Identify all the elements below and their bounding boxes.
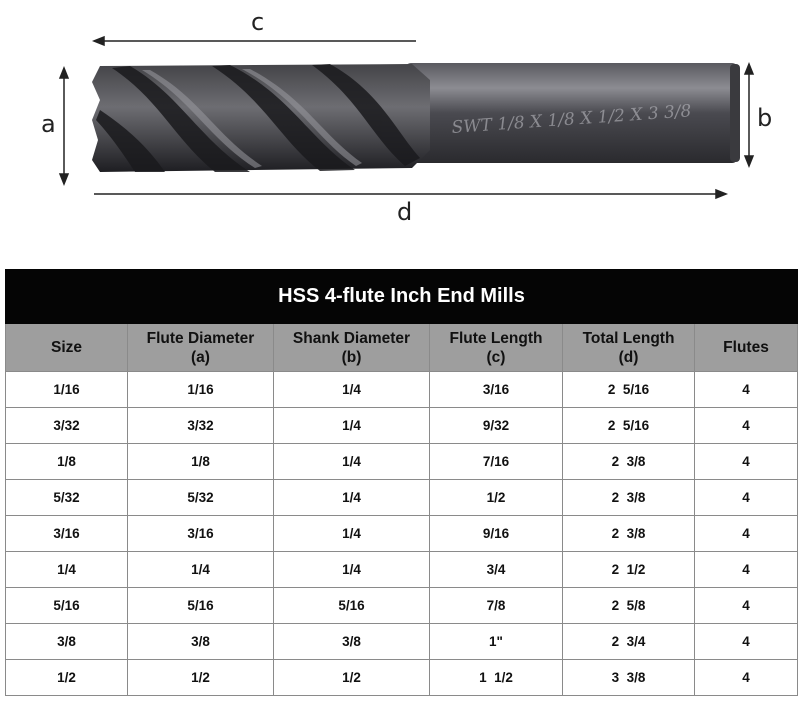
shank-engraving: SWT 1/8 X 1/8 X 1/2 X 3 3/8 <box>450 101 693 138</box>
table-row <box>6 480 798 516</box>
dimension-a-arrowhead-bottom <box>60 174 68 184</box>
table-cell: 5/32 <box>128 480 274 516</box>
table-cell: 3/16 <box>128 516 274 552</box>
table-cell: 2 3/8 <box>563 516 695 552</box>
table-cell: 1/4 <box>274 516 430 552</box>
table-cell: 1/4 <box>6 552 128 588</box>
table-row <box>6 516 798 552</box>
table-cell: 7/8 <box>430 588 563 624</box>
table-row <box>6 444 798 480</box>
table-cell: 1/2 <box>430 480 563 516</box>
dimension-a-label: a <box>41 110 56 138</box>
table-cell: 4 <box>695 516 798 552</box>
table-header-row <box>6 324 798 372</box>
table-cell: 7/16 <box>430 444 563 480</box>
dimension-b-label: b <box>757 104 773 132</box>
table-cell: 4 <box>695 588 798 624</box>
table-cell: 2 5/16 <box>563 408 695 444</box>
table-cell: 2 3/8 <box>563 480 695 516</box>
table-cell: 3/32 <box>6 408 128 444</box>
table-row <box>6 660 798 696</box>
table-cell: 1/4 <box>274 444 430 480</box>
header-shank-diameter <box>274 324 430 372</box>
header-label: Total Length <box>582 329 675 347</box>
dimension-c-label: c <box>251 8 265 36</box>
header-label: Shank Diameter <box>292 329 411 347</box>
header-sublabel: (b) <box>341 348 362 366</box>
table-cell: 1/4 <box>128 552 274 588</box>
header-total-length <box>563 324 695 372</box>
dimension-a-arrowhead-top <box>60 68 68 78</box>
table-cell: 1/4 <box>274 408 430 444</box>
header-sublabel: (d) <box>618 348 639 366</box>
header-label: Flutes <box>723 339 769 356</box>
table-cell: 2 3/4 <box>563 624 695 660</box>
header-flute-length <box>430 324 563 372</box>
header-sublabel: (a) <box>191 348 210 366</box>
dimension-c-arrowhead <box>94 37 104 45</box>
table-row <box>6 552 798 588</box>
table-cell: 4 <box>695 480 798 516</box>
shank-end <box>730 64 740 162</box>
table-row <box>6 588 798 624</box>
table-row <box>6 624 798 660</box>
table-cell: 1/16 <box>128 372 274 408</box>
table-cell: 1/4 <box>274 552 430 588</box>
end-mill-diagram <box>0 0 800 240</box>
table-cell: 2 5/8 <box>563 588 695 624</box>
table-cell: 1/2 <box>274 660 430 696</box>
dimension-b-arrowhead-top <box>745 64 753 74</box>
table-cell: 4 <box>695 372 798 408</box>
header-label: Flute Length <box>449 329 543 347</box>
table-cell: 3/16 <box>6 516 128 552</box>
header-sublabel: (c) <box>486 348 506 366</box>
table-title: HSS 4-flute Inch End Mills <box>6 270 798 324</box>
table-cell: 4 <box>695 552 798 588</box>
header-flutes <box>695 324 798 372</box>
dimension-d-label: d <box>397 198 413 226</box>
table-cell: 1/4 <box>274 372 430 408</box>
specifications-table-container <box>5 269 797 696</box>
header-size <box>6 324 128 372</box>
table-cell: 2 3/8 <box>563 444 695 480</box>
table-cell: 4 <box>695 624 798 660</box>
table-cell: 2 1/2 <box>563 552 695 588</box>
table-cell: 3/32 <box>128 408 274 444</box>
table-cell: 5/32 <box>6 480 128 516</box>
header-label: Flute Diameter <box>146 329 255 347</box>
table-cell: 1" <box>430 624 563 660</box>
table-cell: 3/8 <box>6 624 128 660</box>
table-cell: 4 <box>695 408 798 444</box>
header-label: Size <box>50 339 82 356</box>
table-cell: 1/4 <box>274 480 430 516</box>
specifications-table <box>5 269 798 696</box>
table-cell: 3/4 <box>430 552 563 588</box>
table-cell: 3/16 <box>430 372 563 408</box>
table-cell: 3/8 <box>128 624 274 660</box>
table-cell: 4 <box>695 444 798 480</box>
table-cell: 5/16 <box>128 588 274 624</box>
table-cell: 2 5/16 <box>563 372 695 408</box>
table-body <box>6 372 798 696</box>
table-cell: 3 3/8 <box>563 660 695 696</box>
table-cell: 9/32 <box>430 408 563 444</box>
header-flute-diameter <box>128 324 274 372</box>
table-cell: 1/16 <box>6 372 128 408</box>
table-cell: 1 1/2 <box>430 660 563 696</box>
table-cell: 4 <box>695 660 798 696</box>
table-cell: 1/2 <box>6 660 128 696</box>
table-cell: 5/16 <box>274 588 430 624</box>
table-row <box>6 408 798 444</box>
table-row <box>6 372 798 408</box>
table-cell: 3/8 <box>274 624 430 660</box>
table-cell: 1/2 <box>128 660 274 696</box>
table-cell: 1/8 <box>128 444 274 480</box>
table-cell: 9/16 <box>430 516 563 552</box>
dimension-d-arrowhead <box>716 190 726 198</box>
dimension-b-arrowhead-bottom <box>745 156 753 166</box>
table-cell: 5/16 <box>6 588 128 624</box>
table-cell: 1/8 <box>6 444 128 480</box>
